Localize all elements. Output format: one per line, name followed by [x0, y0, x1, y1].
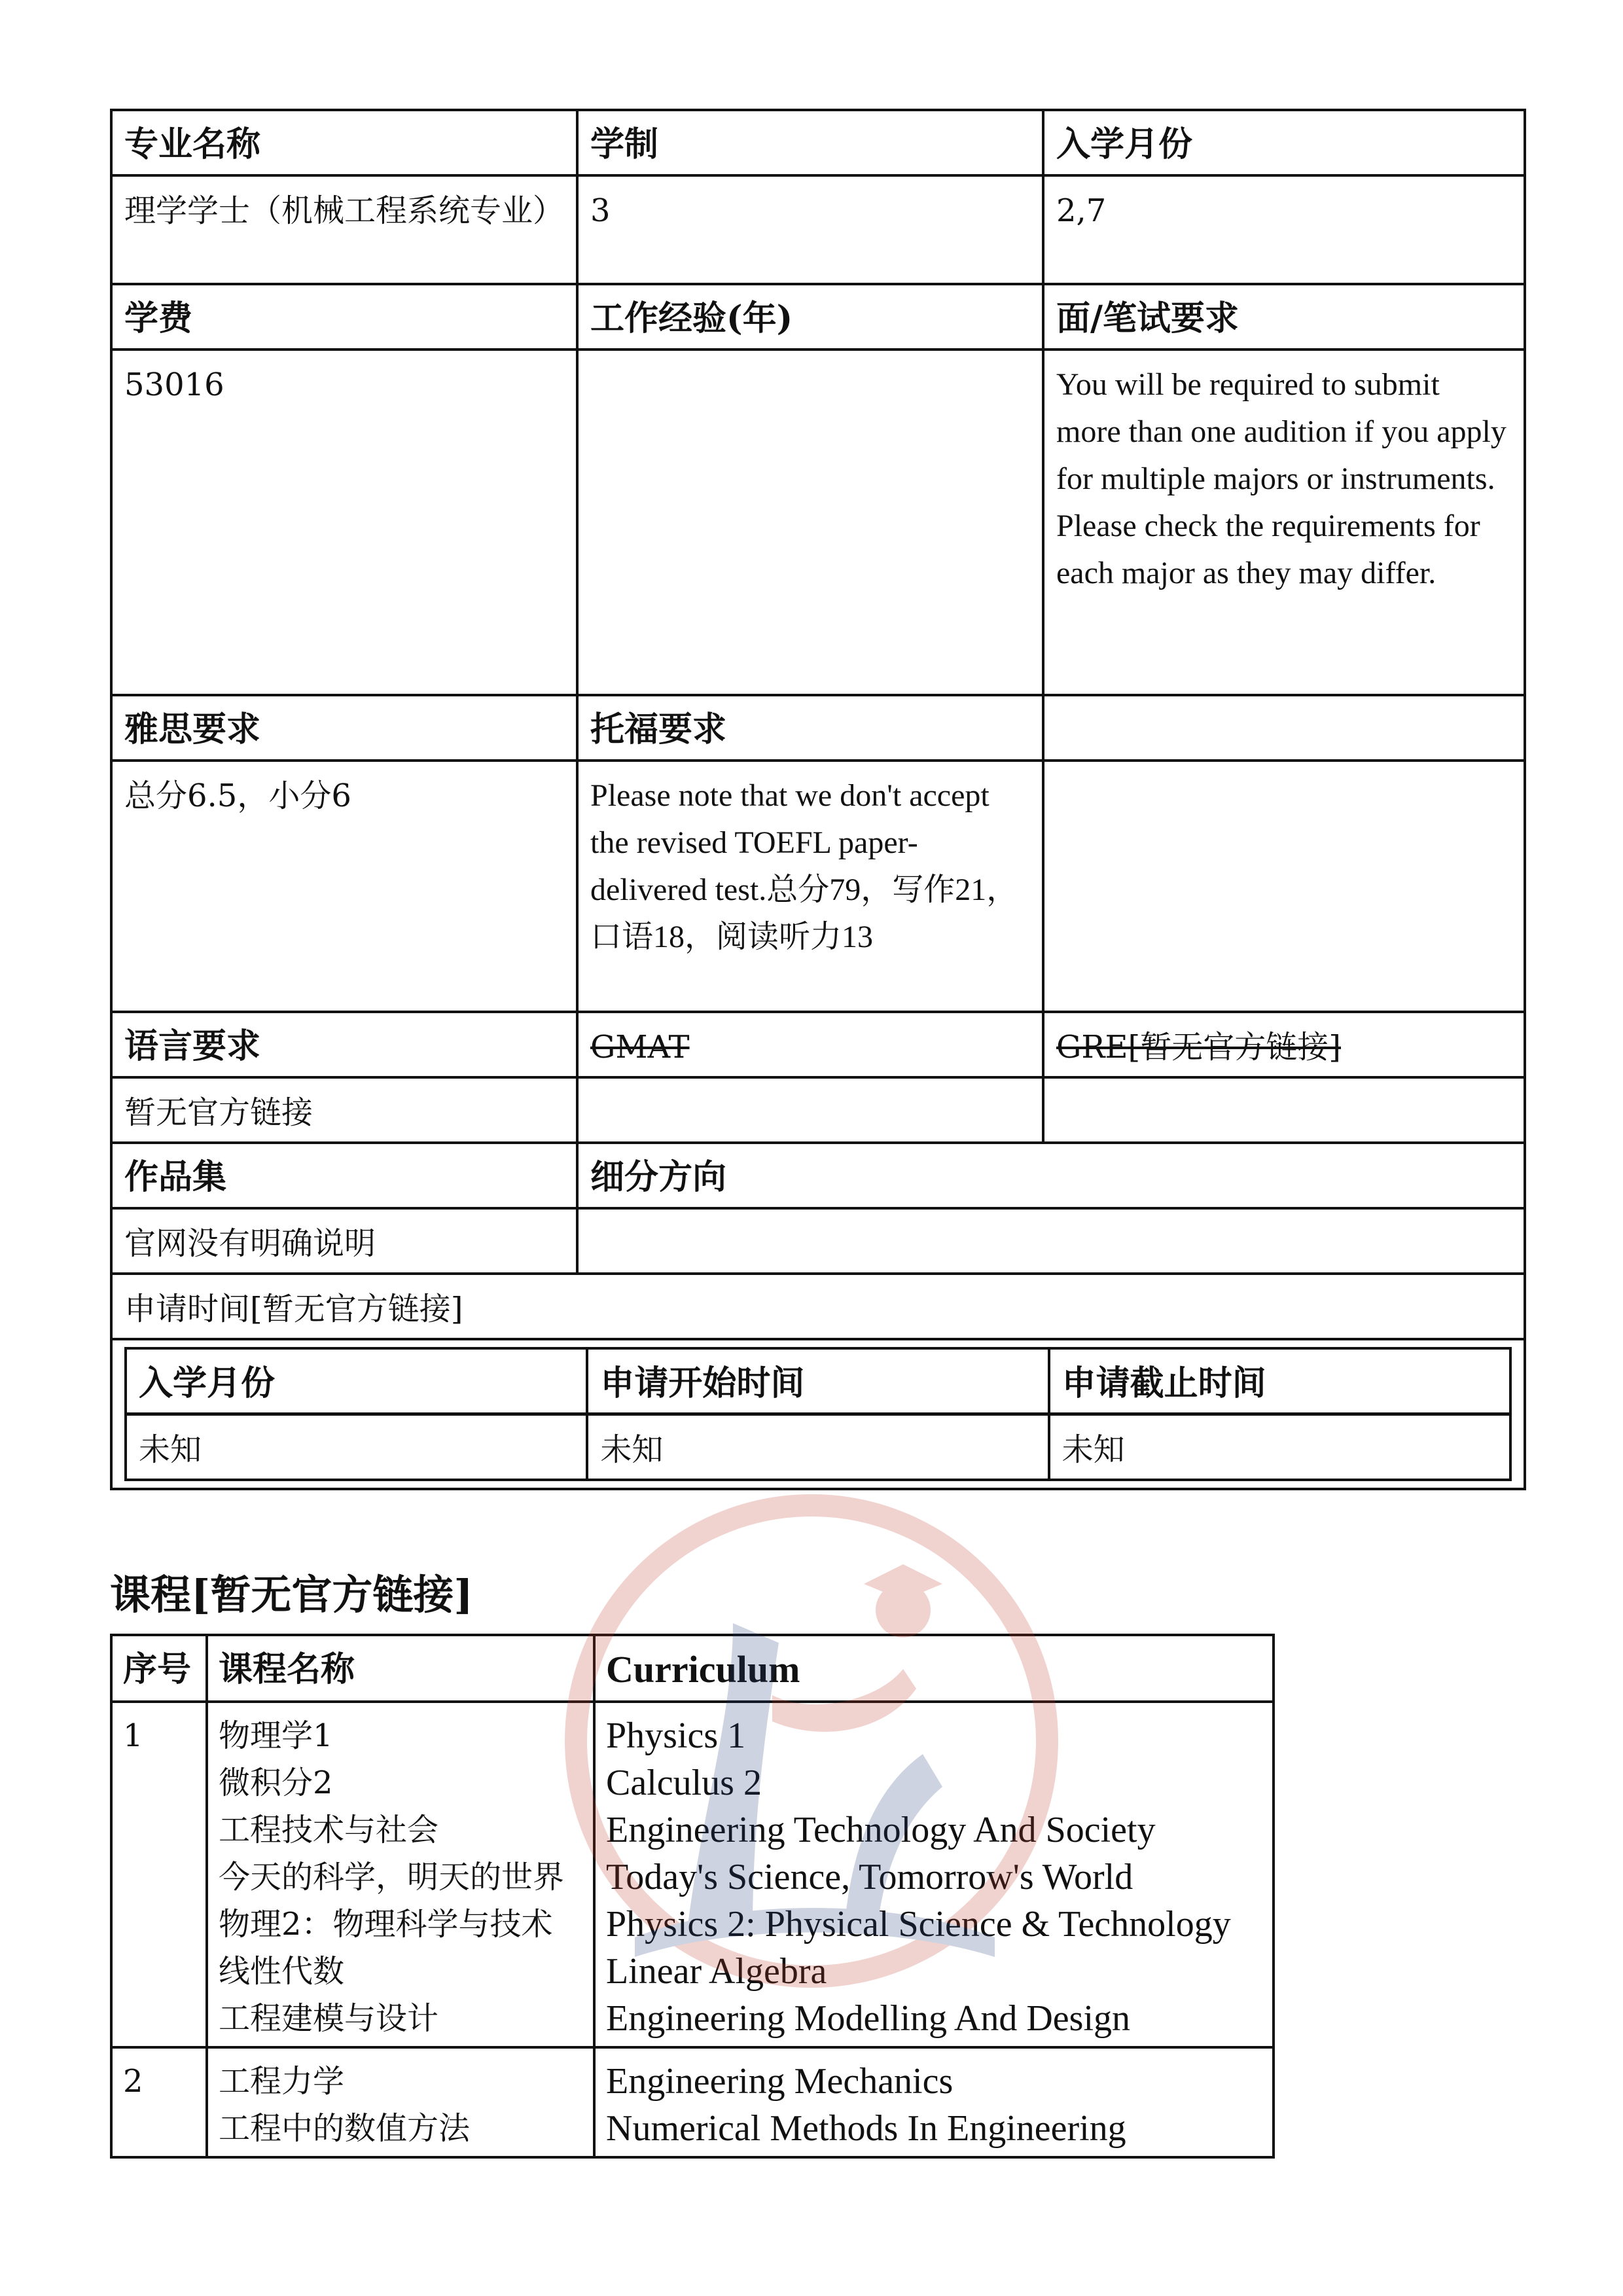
course-name: 工程力学	[219, 2063, 345, 2100]
duration-label: 学制	[577, 110, 1043, 175]
curriculum-item: Today's Science, Tomorrow's World	[606, 1857, 1133, 1897]
curriculum-cell	[594, 1702, 1274, 2047]
work-experience-value	[577, 350, 1043, 695]
course-table	[110, 1634, 1275, 2159]
tuition-value: 53016	[111, 350, 577, 695]
table-row	[111, 695, 1525, 761]
timing-value-deadline: 未知	[1049, 1414, 1510, 1480]
timing-header-row	[126, 1348, 1510, 1414]
course-header-curriculum: Curriculum	[594, 1635, 1274, 1702]
course-name: 线性代数	[219, 1953, 345, 1990]
course-name: 工程建模与设计	[219, 2000, 439, 2037]
interview-value: You will be required to submit more than one audition if you apply for multiple majors or instruments. Please check the requirements for each major as they may differ.	[1043, 350, 1525, 695]
table-row	[111, 1012, 1525, 1077]
course-header-name: 课程名称	[207, 1635, 594, 1702]
gre-text: GRE[暂无官方链接]	[1056, 1029, 1341, 1066]
apply-time-label: 申请时间[暂无官方链接]	[111, 1274, 1525, 1339]
course-row-no: 2	[111, 2047, 207, 2157]
tuition-label: 学费	[111, 284, 577, 350]
gre-label	[1043, 1012, 1525, 1077]
course-name: 物理2：物理科学与技术	[219, 1906, 553, 1943]
curriculum-item: Linear Algebra	[606, 1951, 827, 1992]
empty-cell	[577, 1077, 1043, 1143]
timing-header-deadline: 申请截止时间	[1049, 1348, 1510, 1414]
major-label: 专业名称	[111, 110, 577, 175]
table-row	[111, 1208, 1525, 1274]
table-row	[111, 284, 1525, 350]
application-timing-table	[124, 1347, 1512, 1481]
course-names-cell	[207, 1702, 594, 2047]
course-header-no: 序号	[111, 1635, 207, 1702]
table-row	[111, 2047, 1274, 2157]
course-name: 微积分2	[219, 1765, 333, 1801]
course-names-cell	[207, 2047, 594, 2157]
curriculum-item: Physics 1	[606, 1715, 746, 1756]
portfolio-label: 作品集	[111, 1143, 577, 1208]
language-value: 暂无官方链接	[111, 1077, 577, 1143]
course-name: 工程技术与社会	[219, 1812, 439, 1848]
work-experience-label: 工作经验(年)	[577, 284, 1043, 350]
interview-label: 面/笔试要求	[1043, 284, 1525, 350]
direction-label: 细分方向	[577, 1143, 1525, 1208]
table-row	[111, 1077, 1525, 1143]
course-name: 今天的科学，明天的世界	[219, 1859, 565, 1895]
portfolio-value: 官网没有明确说明	[111, 1208, 577, 1274]
curriculum-item: Engineering Mechanics	[606, 2061, 954, 2102]
course-name: 工程中的数值方法	[219, 2110, 471, 2147]
table-row	[111, 1274, 1525, 1339]
curriculum-item: Engineering Technology And Society	[606, 1810, 1156, 1850]
timing-value-row	[126, 1414, 1510, 1480]
intake-value: 2,7	[1043, 175, 1525, 284]
curriculum-item: Physics 2: Physical Science & Technology	[606, 1904, 1231, 1945]
direction-value	[577, 1208, 1525, 1274]
intake-label: 入学月份	[1043, 110, 1525, 175]
course-row-no: 1	[111, 1702, 207, 2047]
timing-header-start: 申请开始时间	[587, 1348, 1048, 1414]
empty-cell	[1043, 695, 1525, 761]
table-row	[111, 1702, 1274, 2047]
curriculum-item: Engineering Modelling And Design	[606, 1998, 1131, 2039]
empty-cell	[1043, 1077, 1525, 1143]
gmat-label	[577, 1012, 1043, 1077]
timing-value-start: 未知	[587, 1414, 1048, 1480]
table-row	[111, 175, 1525, 284]
table-row	[111, 761, 1525, 1012]
curriculum-cell	[594, 2047, 1274, 2157]
toefl-label: 托福要求	[577, 695, 1043, 761]
table-row	[111, 1143, 1525, 1208]
language-label: 语言要求	[111, 1012, 577, 1077]
toefl-value: Please note that we don't accept the revised TOEFL paper-delivered test.总分79，写作21，口语18，阅读听力13	[577, 761, 1043, 1012]
table-row	[111, 1339, 1525, 1489]
timing-header-intake: 入学月份	[126, 1348, 587, 1414]
gmat-text: GMAT	[590, 1029, 690, 1066]
program-info-table	[110, 109, 1526, 1490]
timing-cell	[111, 1339, 1525, 1489]
empty-cell	[1043, 761, 1525, 1012]
duration-value: 3	[577, 175, 1043, 284]
table-row	[111, 110, 1525, 175]
major-value: 理学学士（机械工程系统专业）	[111, 175, 577, 284]
course-name: 物理学1	[219, 1717, 333, 1754]
table-row	[111, 350, 1525, 695]
curriculum-item: Numerical Methods In Engineering	[606, 2108, 1126, 2149]
course-section-title: 课程[暂无官方链接]	[110, 1571, 473, 1619]
ielts-label: 雅思要求	[111, 695, 577, 761]
timing-value-intake: 未知	[126, 1414, 587, 1480]
ielts-value: 总分6.5，小分6	[111, 761, 577, 1012]
course-header-row	[111, 1635, 1274, 1702]
curriculum-item: Calculus 2	[606, 1763, 762, 1803]
